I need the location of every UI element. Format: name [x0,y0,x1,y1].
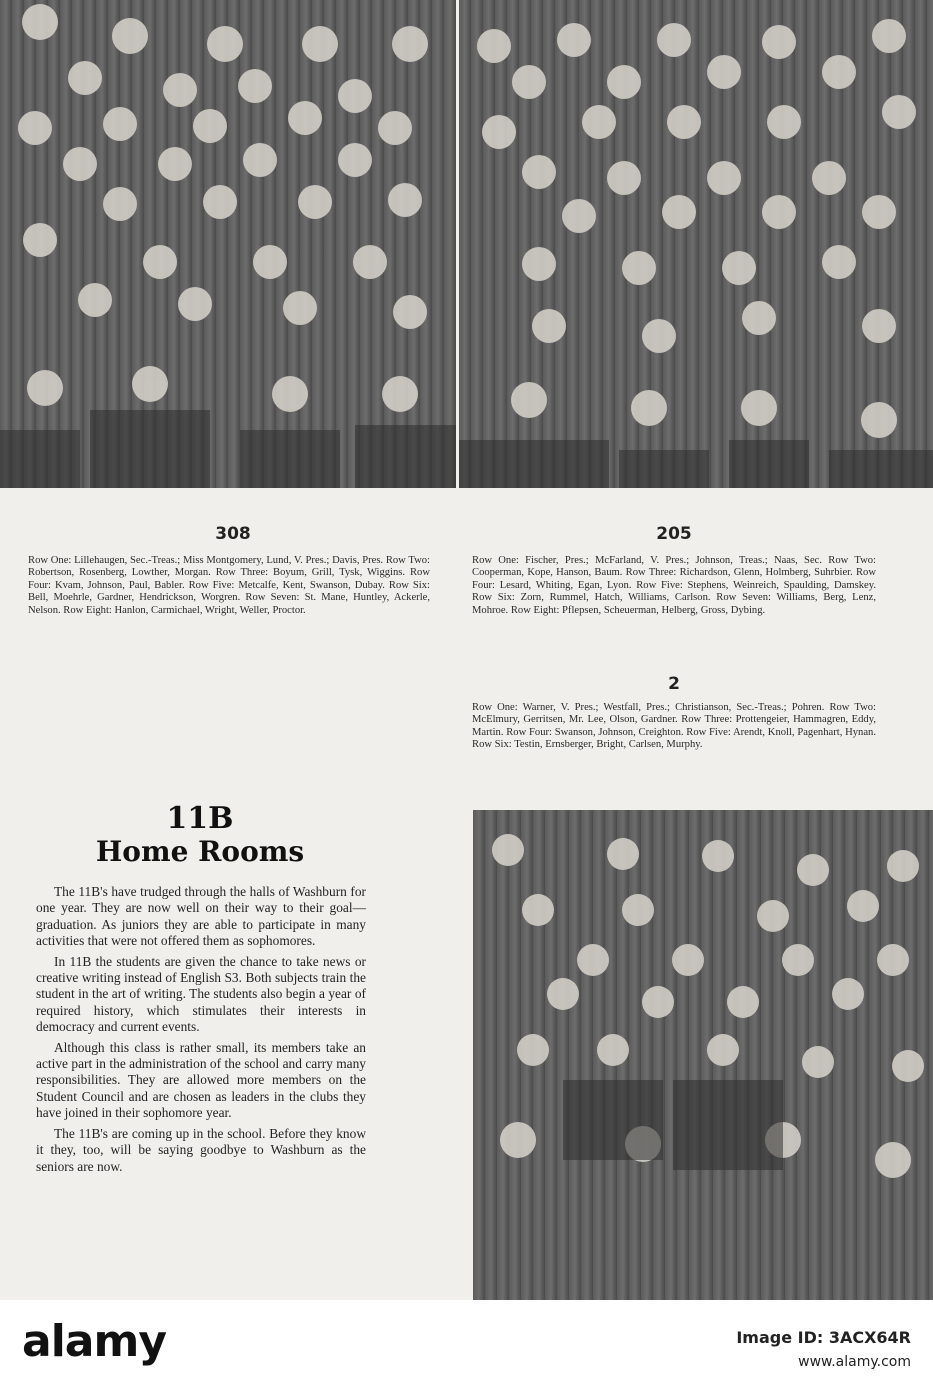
room-205-heading: 205 [656,524,692,544]
class-photo-2 [473,810,933,1300]
body-paragraph: In 11B the students are given the chance to take news or creative writing instead of English S3. Both subjects train the student in the art of writing. The students also begin a year of required history, which stimulates their interests in democracy and current events. [36,953,366,1035]
room-308-heading: 308 [215,524,251,544]
room-205-caption: Row One: Fischer, Pres.; McFarland, V. Pres.; Johnson, Treas.; Naas, Sec. Row Two: Cooperman, Kope, Hanson, Baum. Row Three: Richardson, Glenn, Holmberg, Suhrbier. Row Four: Lesard, Whiting, Egan, Lyon. Row Five: Stephens, Weinreich, Spaulding, Damskey. Row Six: Zorn, Rummel, Hatch, Williams, Carlson. Row Seven: Williams, Berg, Lenz, Mohroe. Row Eight: Pflepsen, Scheuerman, Helberg, Gross, Dybing. [472,555,876,616]
photo-308-figures [0,0,456,488]
stock-meta [736,1326,911,1374]
room-308-caption: Row One: Lillehaugen, Sec.-Treas.; Miss Montgomery, Lund, V. Pres.; Davis, Pres. Row Two: Robertson, Rosenberg, Lowther, Morgan. Row Three: Boyum, Grill, Tysk, Wiggins. Row Four: Kvam, Johnson, Paul, Babler. Row Five: Metcalfe, Kent, Swanson, Dubay. Row Six: Bell, Moehrle, Gardner, Hendrickson, Worgren. Row Seven: St. Mane, Huntley, Ackerle, Nelson. Row Eight: Hanlon, Carmichael, Wright, Weller, Proctor. [28,555,430,616]
body-paragraph: Although this class is rather small, its members take an active part in the administration of the school and carry many responsibilities. They are allowed more members on the Student Council and are chosen as leaders in the clubs they have joined in their sophomore year. [36,1039,366,1121]
image-id: Image ID: 3ACX64R [736,1328,911,1347]
section-title [40,802,360,868]
photo-205-figures [459,0,933,488]
section-body [36,884,366,1179]
body-paragraph: The 11B's are coming up in the school. Before they know it they, too, will be saying goodbye to Washburn as the seniors are now. [36,1125,366,1174]
stock-site: www.alamy.com [798,1354,911,1370]
section-title-line1: 11B [166,801,234,836]
room-2-heading: 2 [668,674,680,694]
room-2-caption: Row One: Warner, V. Pres.; Westfall, Pres.; Christianson, Sec.-Treas.; Pohren. Row Two: McElmury, Gerritsen, Mr. Lee, Olson, Gardner. Row Three: Prottengeier, Hammagren, Eddy, Martin. Row Four: Swanson, Johnson, Creighton. Row Five: Arendt, Knoll, Pagenhart, Hynan. Row Six: Testin, Ernsberger, Bright, Carlsen, Murphy. [472,702,876,751]
class-photo-205 [459,0,933,488]
section-title-line2: Home Rooms [95,835,305,868]
photo-2-figures [473,810,933,1300]
stock-logo: alamy [22,1316,166,1367]
body-paragraph: The 11B's have trudged through the halls of Washburn for one year. They are now well on their way to their goal—graduation. As juniors they are able to participate in many activities that were not offered them as sophomores. [36,884,366,949]
class-photo-308 [0,0,456,488]
